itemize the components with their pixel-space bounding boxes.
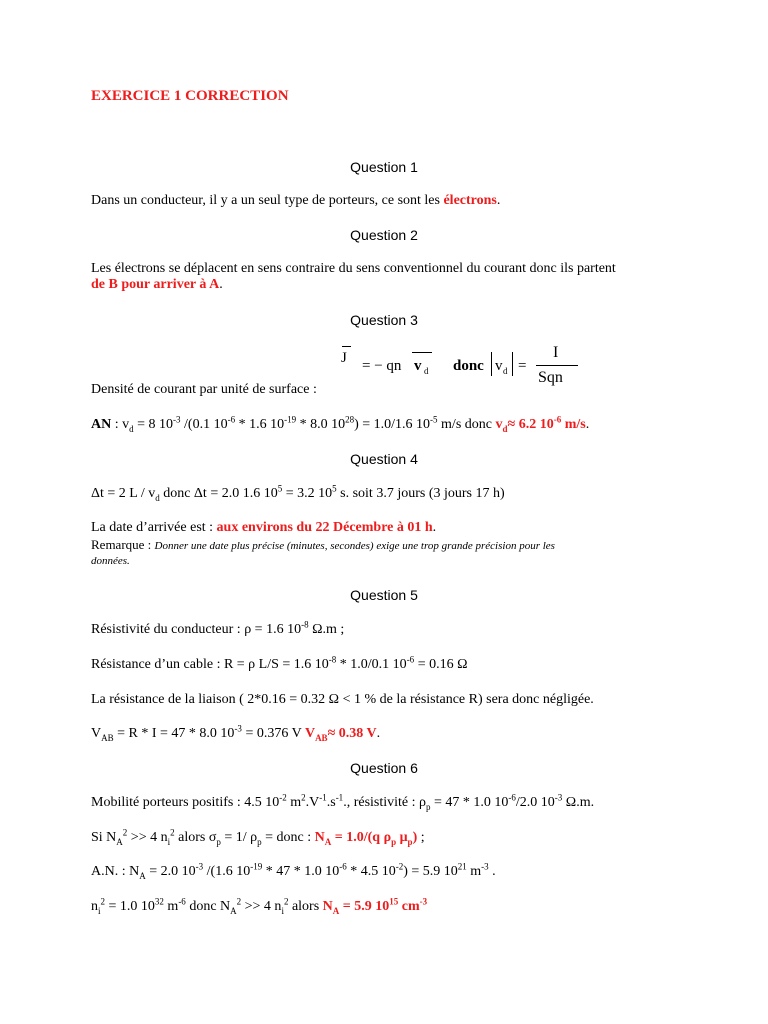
question-5-line2: Résistance d’un cable : R = ρ L/S = 1.6 $10^{-8} * 1.0/0.1$ $10^{-6} = 0.16$ Ω	[91, 654, 468, 672]
question-5-line1: Résistivité du conducteur : ρ = 1.6 $10^{-8}$ Ω.m ;	[91, 619, 345, 637]
question-1-heading: Question 1	[350, 159, 418, 175]
question-2-line1: Les électrons se déplacent en sens contraire du sens conventionnel du courant donc ils partent	[91, 261, 616, 276]
remarque-cont: données.	[91, 555, 130, 567]
question-4-line1: Δt = 2 L / $v_d$ donc Δt = 2.0 1.6 $10^5 = 3.2$ $10^5$ s. soit 3.7 jours (3 jours 17 h)	[91, 483, 505, 503]
question-1-text: Dans un conducteur, il y a un seul type de porteurs, ce sont les électrons.	[91, 193, 501, 208]
question-4-heading: Question 4	[350, 451, 418, 467]
question-5-line4: $V_{AB} = R * I = 47 * 8.0$ $10^{-3} = 0.376$ V $V_{AB}\approx 0.38$ V.	[91, 723, 381, 743]
question-3-heading: Question 3	[350, 312, 418, 328]
question-6-line4: $n_i^2 = 1.0$ $10^{32}$ $m^{-6}$ donc $N_A^2 >> 4$ $n_i^2$ alors $N_A = 5.9$ $10^{15}$ $cm^{-3}$	[91, 896, 428, 916]
question-6-line2: Si $N_A^2 >> 4$ $n_i^2$ alors $\sigma_p = 1/$ $\rho_p$ = donc : $N_A = 1.0/(q$ $\rho_p$ $\mu_p$) ;	[91, 827, 425, 847]
question-5-line3: La résistance de la liaison ( 2*0.16 = 0.32 Ω < 1 % de la résistance R) sera donc négligée.	[91, 692, 594, 707]
question-6-line3: A.N. : $N_A = 2.0$ $10^{-3}$ /(1.6 $10^{-19} * 47 * 1.0$ $10^{-6} * 4.5$ $10^{-2}) = 5.9$ $10^{21}$ $m^{-3}$ .	[91, 861, 496, 881]
question-5-heading: Question 5	[350, 587, 418, 603]
densite-label: Densité de courant par unité de surface :	[91, 382, 317, 397]
question-6-heading: Question 6	[350, 760, 418, 776]
arrival-date: La date d’arrivée est : aux environs du 22 Décembre à 01 h.	[91, 520, 437, 535]
question-6-line1: Mobilité porteurs positifs : 4.5 $10^{-2}$ $m^2.V^{-1}.s^{-1}$., résistivité : $\rho_p = 47 * 1.0$ $10^{-6}/2.0$ $10^{-3}$ Ω.m.	[91, 792, 595, 812]
question-2-heading: Question 2	[350, 227, 418, 243]
remarque: Remarque : Donner une date plus précise (minutes, secondes) exige une trop grande précision pour les	[91, 537, 555, 552]
question-3-an: AN : $v_d = 8$ $10^{-3}$ /(0.1 $10^{-6} * 1.6$ $10^{-19} * 8.0$ $10^{28}) = 1.0/1.6$ $10^{-5}$ m/s donc $v_d\approx 6.2$ $10^{-6}$ m/s.	[91, 414, 590, 434]
page-title: EXERCICE 1 CORRECTION	[91, 88, 289, 104]
question-2-line2: de B pour arriver à A.	[91, 277, 223, 292]
